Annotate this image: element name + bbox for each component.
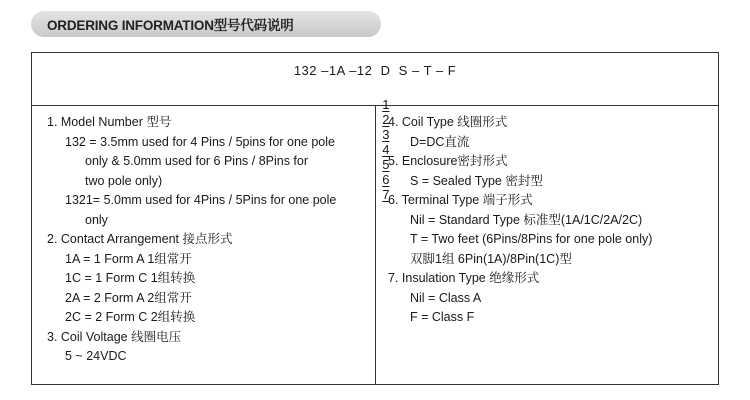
position-1: 1 — [382, 97, 390, 112]
spec-line: only — [85, 212, 108, 227]
spec-heading: 2. Contact Arrangement 接点形式 — [47, 232, 233, 246]
column-divider — [375, 105, 376, 384]
spec-line: 5 ~ 24VDC — [65, 349, 127, 363]
position-5: 5 — [382, 157, 390, 172]
spec-heading: 1. Model Number 型号 — [47, 115, 172, 129]
spec-line: 132 = 3.5mm used for 4 Pins / 5pins for one pole — [65, 134, 335, 149]
spec-line: 1C = 1 Form C 1组转换 — [65, 271, 196, 285]
part-code: 132 –1A –12 D S – T – F — [293, 63, 457, 78]
right-column — [388, 113, 718, 328]
spec-heading: 6. Terminal Type 端子形式 — [388, 193, 533, 207]
left-column — [47, 113, 372, 367]
position-6: 6 — [382, 172, 390, 187]
spec-line: two pole only) — [85, 173, 163, 188]
spec-line: F = Class F — [410, 310, 475, 324]
ordering-table — [31, 52, 719, 385]
spec-line: S = Sealed Type 密封型 — [410, 173, 543, 188]
spec-line: D=DC直流 — [410, 134, 470, 149]
spec-heading: 5. Enclosure密封形式 — [388, 154, 508, 168]
position-3: 3 — [382, 127, 390, 142]
position-4: 4 — [382, 142, 390, 157]
spec-line: 2C = 2 Form C 2组转换 — [65, 310, 196, 324]
section-title: ORDERING INFORMATION型号代码说明 — [47, 18, 294, 33]
spec-line: 1321= 5.0mm used for 4Pins / 5Pins for one pole — [65, 193, 337, 207]
spec-heading: 7. Insulation Type 绝缘形式 — [388, 271, 540, 285]
spec-heading: 3. Coil Voltage 线圈电压 — [47, 329, 182, 344]
spec-line: 2A = 2 Form A 2组常开 — [65, 290, 192, 305]
spec-heading: 4. Coil Type 线圈形式 — [388, 115, 508, 129]
spec-line: 双脚1组 6Pin(1A)/8Pin(1C)型 — [410, 251, 572, 266]
spec-line: Nil = Class A — [410, 290, 482, 305]
spec-line: T = Two feet (6Pins/8Pins for one pole only) — [410, 232, 653, 246]
watermark — [0, 70, 9, 85]
spec-line: Nil = Standard Type 标准型(1A/1C/2A/2C) — [410, 212, 643, 227]
position-7: 7 — [382, 187, 390, 202]
section-title-banner — [31, 11, 381, 37]
position-2: 2 — [382, 112, 390, 127]
spec-line: 1A = 1 Form A 1组常开 — [65, 251, 192, 266]
spec-line: only & 5.0mm used for 6 Pins / 8Pins for — [85, 154, 309, 168]
